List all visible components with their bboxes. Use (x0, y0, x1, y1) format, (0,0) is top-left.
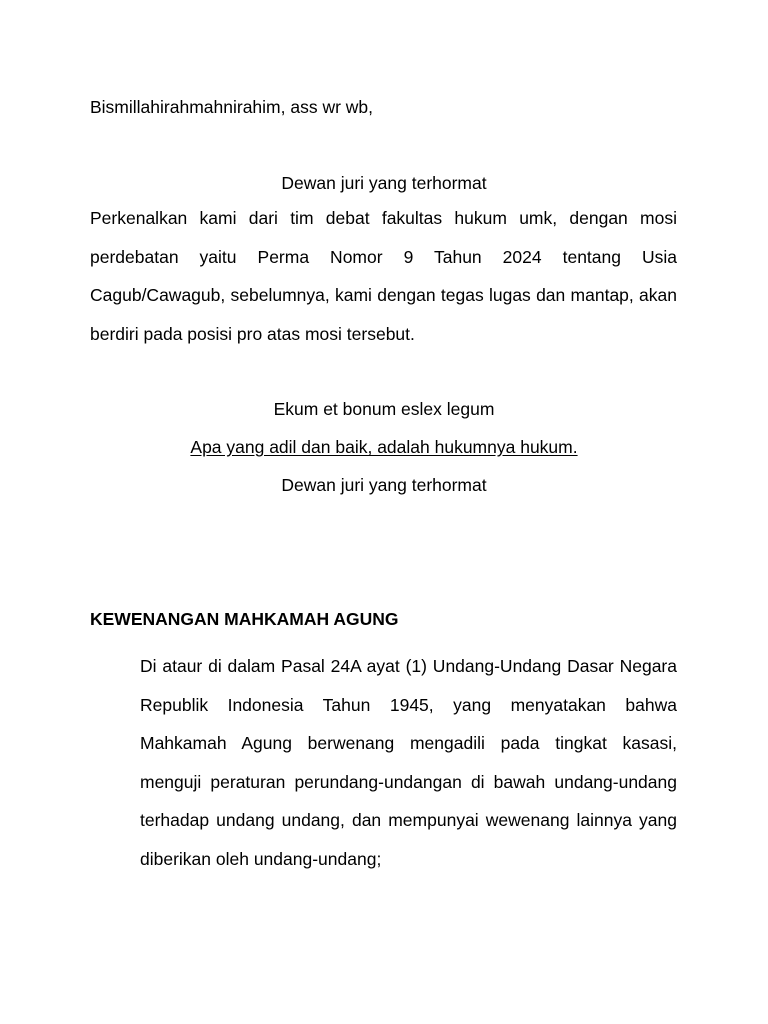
section-heading: KEWENANGAN MAHKAMAH AGUNG (90, 609, 399, 629)
address-jury-2: Dewan juri yang terhormat (281, 475, 487, 495)
latin-maxim: Ekum et bonum eslex legum (273, 399, 495, 419)
maxim-translation: Apa yang adil dan baik, adalah hukumnya hukum. (190, 437, 578, 457)
intro-paragraph: Perkenalkan kami dari tim debat fakultas hukum umk, dengan mosi perdebatan yaitu Perma Nomor 9 Tahun 2024 tentang Usia Cagub/Cawagub, sebelumnya, kami dengan tegas lugas dan mantap, akan berdiri pada posisi pro atas mosi tersebut. (90, 208, 677, 344)
address-jury-1: Dewan juri yang terhormat (281, 173, 487, 193)
section-paragraph: Di ataur di dalam Pasal 24A ayat (1) Undang-Undang Dasar Negara Republik Indonesia Tahun 1945, yang menyatakan bahwa Mahkamah Agung berwenang mengadili pada tingkat kasasi, menguji peraturan perundang-undangan di bawah undang-undang terhadap undang undang, dan mempunyai wewenang lainnya yang diberikan oleh undang-undang; (140, 656, 677, 869)
greeting-line: Bismillahirahmahnirahim, ass wr wb, (90, 97, 373, 117)
